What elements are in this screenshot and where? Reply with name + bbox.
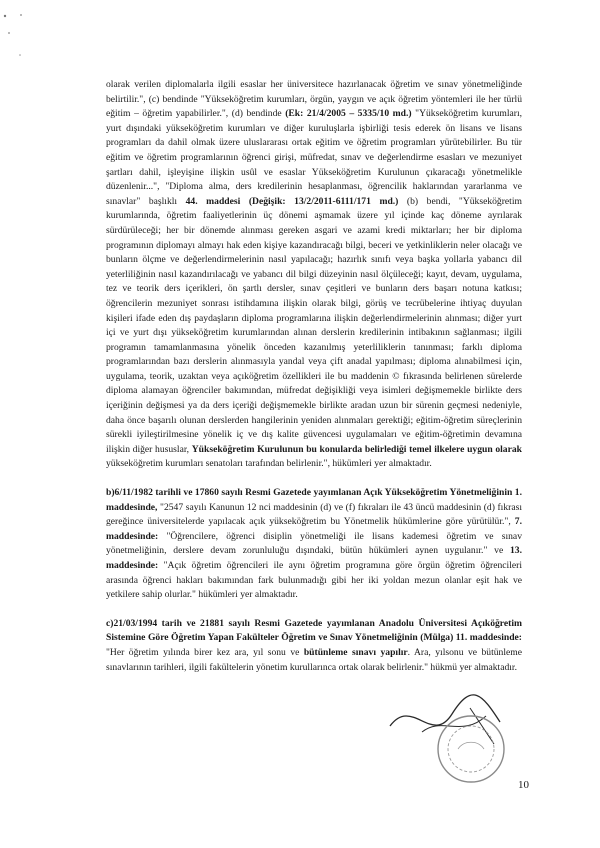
- bold-run: 7. maddesinde:: [106, 516, 522, 542]
- text-run: "Açık öğretim öğrencileri ile aynı öğretim programına göre örgün öğretim öğrencileri arasında öğrenci hakları bakımından fark bulunmadığı gibi her iki yoldan mezun olanlar eşit hak ve yetkilere sahip olurlar." hükümleri yer almaktadır.: [106, 560, 522, 601]
- text-run: "Her öğretim yılında birer kez ara, yıl sonu ve: [106, 646, 304, 658]
- paragraph-2: [106, 486, 522, 603]
- document-body: [106, 78, 522, 675]
- bold-run: 13. maddesinde:: [106, 545, 522, 571]
- text-run: (b) bendi, "Yükseköğretim kurumlarında, öğretim faaliyetlerinin üç dönemi aşmamak üzere yıl içinde kaç döneme ayrılarak sürdürüleceği; her bir dönemde alınması gereken asgari ve azami kredi miktarları; her bir diploma programının diplomayı almayı hak eden kişiye kazandıracağı bilgi, beceri ve yetkinliklerin neler olacağı ve bunların ölçme ve değerlendirmelerinin nasıl yapılacağı; hazırlık sınıfı veya başka yollarla yabancı dil yeterliliğinin nasıl kazandırılacağı ve yabancı dil bilgi düzeyinin nasıl ölçüleceği; kayıt, devam, uygulama, tez ve teorik ders içerikleri, ön şartlı dersler, sınav çeşitleri ve bunların ders başarı notuna katkısı; öğrencilerin mezuniyet sonrası istihdamına ilişkin olarak bilgi, görüş ve tecrübelerine ihtiyaç duyulan kişileri ifade eden dış paydaşların diploma programlarına ilişkin değerlendirmelerinin alınması; diğer yurt içi ve yurt dışı yükseköğretim kurumlarından alınan derslerin kredilerinin intibakının sağlanması; ilgili programın tamamlanmasına yönelik önceden kazanılmış yeterliliklerin tanınması; farklı diploma programlarından bazı derslerin alınmasıyla yandal veya çift anadal yapılması; diploma alınabilmesi için, uygulama, teorik, uzaktan veya açıköğretim özellikleri ile bu maddenin © fıkrasında belirlenen sürelerde diploma alamayan öğrenciler bakımından, müfredat değişikliği veya isimleri değişmemekle birlikte ders içeriğinin değişmesi ya da ders içeriği değişmemekle birlikte aradan uzun bir sürenin geçmesi nedeniyle, daha önce başarılı olunan derslerden hangilerinin yeniden alınmaları gerektiği; eğitim-öğretim süreçlerinin sürekli iyileştirilmesine yönelik iç ve dış kalite güvencesi uygulamaları ve eğitim-öğretimin devamına ilişkin diğer hususlar,: [106, 195, 522, 455]
- bold-run: b)6/11/1982 tarihli ve 17860 sayılı Resmi Gazetede yayımlanan Açık Yükseköğretim Yönetmeliğinin 1. maddesinde,: [106, 487, 522, 513]
- text-run: "Öğrencilere, öğrenci disiplin yönetmeliği ile lisans kademesi öğretim ve sınav yönetmeliğinin, derslere devam zorunluluğu dışındaki, bütün hükümleri aynen uygulanır." ve: [106, 530, 522, 557]
- bold-run: (Ek: 21/4/2005 – 5335/10 md.): [285, 108, 412, 120]
- text-run: olarak verilen diplomalarla ilgili esaslar her üniversitece hazırlanacak öğretim ve sınav yönetmeliğinde belirtilir.", (c) bendinde "Yükseköğretim kurumları, örgün, yaygın ve açık öğretim yöntemleri ile her türlü eğitim – öğretim yapabilirler.", (d) bendinde: [106, 79, 522, 120]
- bold-run: bütünleme sınavı yapılır: [303, 646, 408, 658]
- paragraph-1: [106, 78, 522, 472]
- text-run: . Ara, yılsonu ve bütünleme sınavlarının tarihleri, ilgili fakültelerin yönetim kurullarınca ortak olarak belirlenir." hükmü yer almaktadır.: [106, 646, 522, 673]
- bold-run: c)21/03/1994 tarih ve 21881 sayılı Resmi Gazetede yayımlanan Anadolu Üniversitesi Açıköğretim Sistemine Göre Öğretim Yapan Fakülteler Öğretim ve Sınav Yönetmeliğinin (Mülga) 11. maddesinde:: [106, 617, 522, 644]
- paragraph-3: [106, 617, 522, 675]
- text-run: "2547 sayılı Kanunun 12 nci maddesinin (d) ve (f) fıkraları ile 43 üncü maddesinin (d) fıkrası gereğince üniversitelerde yapılacak açık yükseköğretim bu Yönetmelik hükümlerine göre yürütülür.",: [106, 501, 522, 528]
- scan-artifact-specks: [0, 0, 40, 70]
- page-number: 10: [518, 779, 529, 791]
- text-run: "Yükseköğretim kurumları, yurt dışındaki yükseköğretim kurumları ve diğer kuruluşlarla işbirliği tesis ederek ön lisans ve lisans programları da dahil olmak üzere uluslararası ortak eğitim ve öğretim programları yürütebilirler. Bu tür eğitim ve öğretim programlarının öğrenci girişi, müfredat, sınav ve değerlendirme esasları ve mezuniyet şartları dahil, işleyişine ilişkin usûl ve esaslar Yükseköğretim Kurulunun çıkaracağı yönetmelikle düzenlenir...", "Diploma alma, ders kredilerinin hesaplanması, öğrencilik haklarından yararlanma ve sınavlar" başlıklı: [106, 108, 523, 207]
- text-run: yükseköğretim kurumları senatoları tarafından belirlenir.", hükümleri yer almaktadır.: [106, 458, 432, 470]
- bold-run: Yükseköğretim Kurulunun bu konularda belirlediği temel ilkelere uygun olarak: [191, 443, 522, 455]
- bold-run: 44. maddesi (Değişik: 13/2/2011-6111/171 md.): [185, 195, 399, 207]
- official-seal-stamp: [434, 712, 508, 786]
